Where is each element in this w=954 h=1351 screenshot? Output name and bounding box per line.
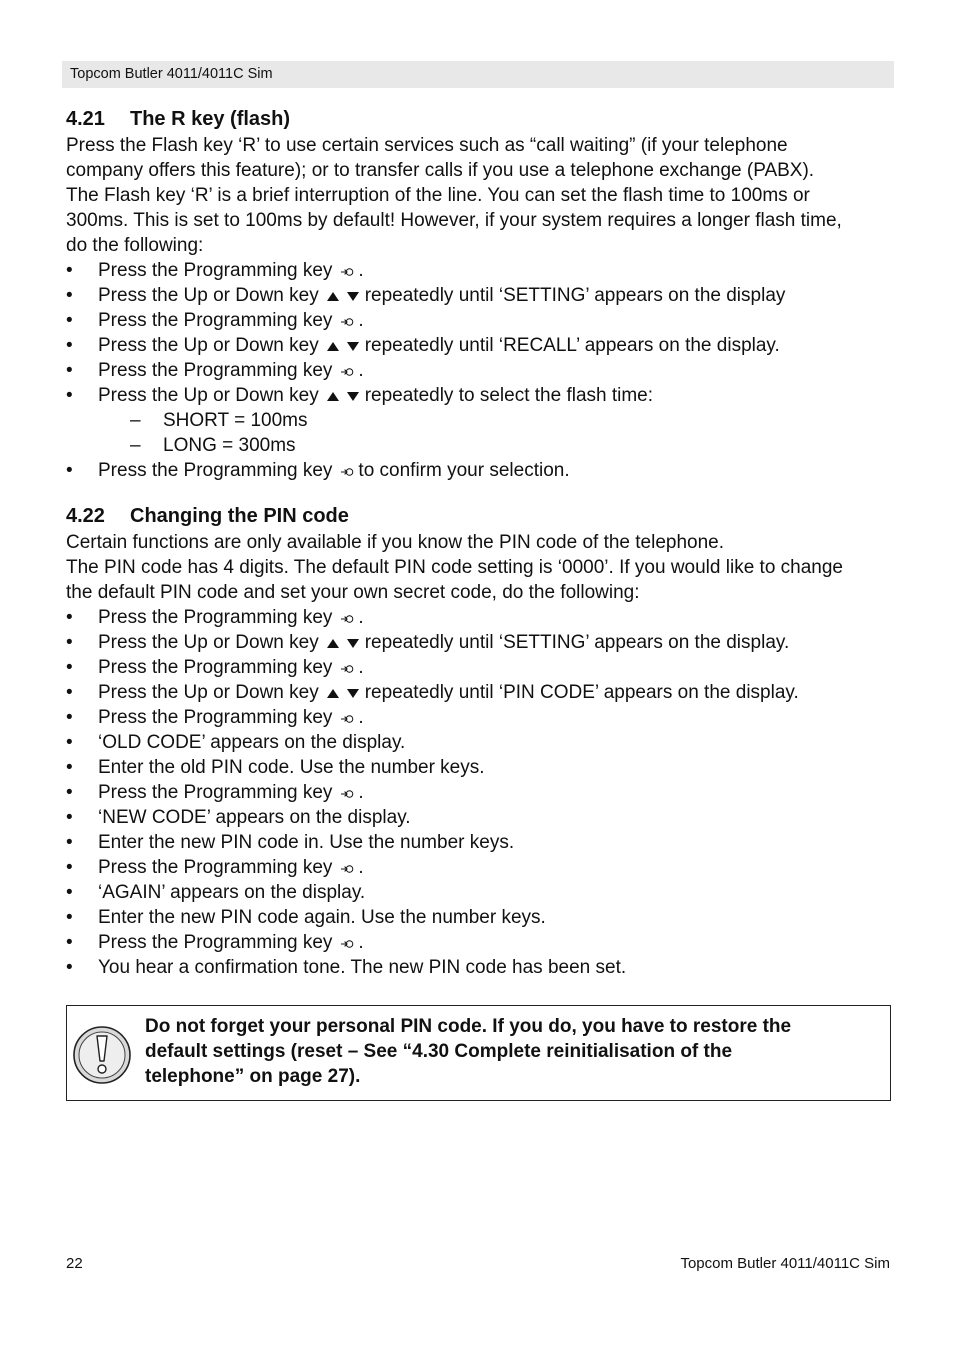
- step-text-after: .: [358, 360, 364, 381]
- step-text-after: to confirm your selection.: [358, 460, 570, 481]
- bullet-marker: •: [66, 882, 73, 903]
- footer-title: Topcom Butler 4011/4011C Sim: [680, 1255, 890, 1272]
- step-text: Press the Programming key: [98, 460, 333, 481]
- bullet-marker: •: [66, 957, 73, 978]
- bullet-marker: •: [66, 632, 73, 653]
- bullet-marker: •: [66, 907, 73, 928]
- intro-line: do the following:: [66, 235, 204, 256]
- step-text-after: repeatedly to select the flash time:: [364, 385, 654, 406]
- section-title: The R key (flash): [130, 108, 291, 130]
- list-item: [66, 955, 894, 980]
- page-content: [66, 106, 894, 980]
- programming-key-icon: [340, 466, 354, 478]
- bullet-marker: •: [66, 832, 73, 853]
- up-down-key-icon: [326, 290, 360, 302]
- step-text-after: repeatedly until ‘SETTING’ appears on the display: [364, 285, 786, 306]
- step-text: Enter the new PIN code in. Use the number keys.: [98, 832, 515, 853]
- list-item: [66, 383, 894, 408]
- intro-line: the default PIN code and set your own secret code, do the following:: [66, 582, 640, 603]
- programming-key-icon: [340, 788, 354, 800]
- list-item: [66, 730, 894, 755]
- warning-note: [66, 1005, 891, 1101]
- warning-line: telephone” on page 27).: [145, 1066, 361, 1087]
- up-down-key-icon: [326, 687, 360, 699]
- list-item: [66, 755, 894, 780]
- list-item: [66, 780, 894, 805]
- step-text-after: .: [358, 657, 364, 678]
- up-down-key-icon: [326, 390, 360, 402]
- sub-list-item: [66, 408, 894, 433]
- bullet-marker: •: [66, 807, 73, 828]
- bullet-marker: •: [66, 335, 73, 356]
- intro-line: company offers this feature); or to transfer calls if you use a telephone exchange (PABX).: [66, 160, 815, 181]
- step-text: Press the Programming key: [98, 657, 333, 678]
- step-text-after: .: [358, 857, 364, 878]
- bullet-marker: •: [66, 460, 73, 481]
- list-item: [66, 705, 894, 730]
- bullet-marker: •: [66, 857, 73, 878]
- step-text: Press the Programming key: [98, 707, 333, 728]
- step-text-after: repeatedly until ‘SETTING’ appears on the display.: [364, 632, 790, 653]
- list-item: [66, 905, 894, 930]
- step-list: [66, 258, 894, 483]
- intro-line: The PIN code has 4 digits. The default PIN code setting is ‘0000’. If you would like to change: [66, 557, 843, 578]
- section-heading-4-22: [66, 503, 894, 530]
- sub-list-item: [66, 433, 894, 458]
- list-item: [66, 358, 894, 383]
- warning-line: default settings (reset – See “4.30 Complete reinitialisation of the: [145, 1041, 733, 1062]
- up-down-key-icon: [326, 340, 360, 352]
- section-heading-4-21: [66, 106, 894, 133]
- dash-marker: –: [130, 435, 141, 456]
- section-number: 4.21: [66, 108, 105, 130]
- step-text-after: repeatedly until ‘RECALL’ appears on the display.: [364, 335, 780, 356]
- step-text: Press the Programming key: [98, 360, 333, 381]
- intro-line: 300ms. This is set to 100ms by default! However, if your system requires a longer flash time,: [66, 210, 842, 231]
- section-intro: [66, 133, 894, 258]
- step-text: You hear a confirmation tone. The new PIN code has been set.: [98, 957, 627, 978]
- list-item: [66, 458, 894, 483]
- list-item: [66, 605, 894, 630]
- list-item: [66, 880, 894, 905]
- intro-line: Certain functions are only available if you know the PIN code of the telephone.: [66, 532, 725, 553]
- step-text: Press the Programming key: [98, 310, 333, 331]
- up-down-key-icon: [326, 637, 360, 649]
- programming-key-icon: [340, 863, 354, 875]
- programming-key-icon: [340, 713, 354, 725]
- programming-key-icon: [340, 938, 354, 950]
- intro-line: The Flash key ‘R’ is a brief interruption of the line. You can set the flash time to 100ms or: [66, 185, 810, 206]
- step-text: Press the Programming key: [98, 782, 333, 803]
- header-title: Topcom Butler 4011/4011C Sim: [70, 66, 273, 82]
- step-text: ‘NEW CODE’ appears on the display.: [98, 807, 411, 828]
- list-item: [66, 258, 894, 283]
- step-text-after: .: [358, 782, 364, 803]
- step-text: Press the Up or Down key: [98, 682, 319, 703]
- programming-key-icon: [340, 613, 354, 625]
- section-number: 4.22: [66, 505, 105, 527]
- bullet-marker: •: [66, 607, 73, 628]
- bullet-marker: •: [66, 360, 73, 381]
- list-item: [66, 830, 894, 855]
- bullet-marker: •: [66, 782, 73, 803]
- bullet-marker: •: [66, 385, 73, 406]
- programming-key-icon: [340, 663, 354, 675]
- step-text: Press the Up or Down key: [98, 285, 319, 306]
- warning-line: Do not forget your personal PIN code. If you do, you have to restore the: [145, 1016, 792, 1037]
- step-text: Enter the old PIN code. Use the number keys.: [98, 757, 485, 778]
- dash-marker: –: [130, 410, 141, 431]
- intro-line: Press the Flash key ‘R’ to use certain services such as “call waiting” (if your telephone: [66, 135, 788, 156]
- step-text-after: repeatedly until ‘PIN CODE’ appears on the display.: [364, 682, 799, 703]
- bullet-marker: •: [66, 757, 73, 778]
- sub-item-text: SHORT = 100ms: [163, 410, 308, 431]
- step-text: Enter the new PIN code again. Use the number keys.: [98, 907, 546, 928]
- list-item: [66, 680, 894, 705]
- step-text: ‘OLD CODE’ appears on the display.: [98, 732, 406, 753]
- bullet-marker: •: [66, 285, 73, 306]
- exclamation-icon: [72, 1025, 132, 1085]
- bullet-marker: •: [66, 682, 73, 703]
- step-text-after: .: [358, 310, 364, 331]
- programming-key-icon: [340, 316, 354, 328]
- step-text-after: .: [358, 607, 364, 628]
- sub-item-text: LONG = 300ms: [163, 435, 296, 456]
- bullet-marker: •: [66, 932, 73, 953]
- programming-key-icon: [340, 366, 354, 378]
- step-list: [66, 605, 894, 980]
- page-number: 22: [66, 1255, 83, 1272]
- step-text: Press the Programming key: [98, 932, 333, 953]
- step-text-after: .: [358, 260, 364, 281]
- bullet-marker: •: [66, 260, 73, 281]
- list-item: [66, 655, 894, 680]
- bullet-marker: •: [66, 310, 73, 331]
- list-item: [66, 308, 894, 333]
- step-text: Press the Up or Down key: [98, 385, 319, 406]
- list-item: [66, 855, 894, 880]
- list-item: [66, 283, 894, 308]
- step-text-after: .: [358, 707, 364, 728]
- warning-text: [145, 1014, 865, 1089]
- step-text: Press the Up or Down key: [98, 335, 319, 356]
- step-text: Press the Programming key: [98, 260, 333, 281]
- list-item: [66, 930, 894, 955]
- list-item: [66, 630, 894, 655]
- section-title: Changing the PIN code: [130, 505, 349, 527]
- list-item: [66, 333, 894, 358]
- step-text: ‘AGAIN’ appears on the display.: [98, 882, 366, 903]
- bullet-marker: •: [66, 657, 73, 678]
- step-text: Press the Programming key: [98, 857, 333, 878]
- bullet-marker: •: [66, 732, 73, 753]
- programming-key-icon: [340, 266, 354, 278]
- step-text-after: .: [358, 932, 364, 953]
- bullet-marker: •: [66, 707, 73, 728]
- list-item: [66, 805, 894, 830]
- page-header: [62, 61, 894, 88]
- step-text: Press the Up or Down key: [98, 632, 319, 653]
- section-intro: [66, 530, 894, 605]
- step-text: Press the Programming key: [98, 607, 333, 628]
